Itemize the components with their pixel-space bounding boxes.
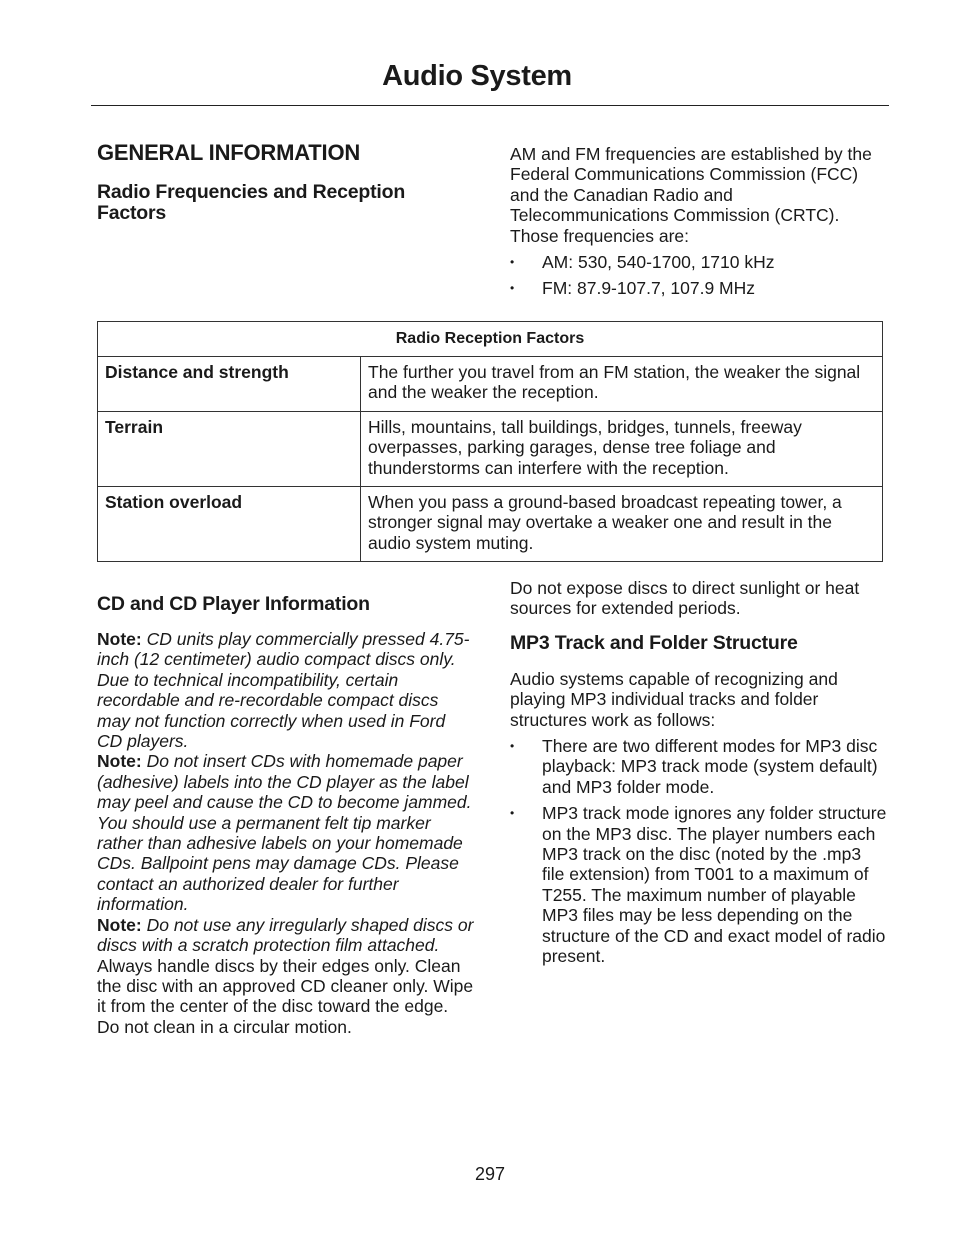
list-item: • FM: 87.9-107.7, 107.9 MHz [510,278,890,298]
mp3-intro: Audio systems capable of recognizing and playing MP3 individual tracks and folder structures work as follows: [510,668,838,730]
factor-cell: Distance and strength [98,357,361,412]
title-divider [91,105,889,106]
note-label: Note: [97,914,142,935]
note-paragraph [97,629,475,751]
list-item: • There are two different modes for MP3 disc playback: MP3 track mode (system default) and MP3 folder mode. [510,736,888,797]
cd-player-heading: CD and CD Player Information [97,593,370,615]
note-text: Do not insert CDs with homemade paper (adhesive) labels into the CD player as the label may peel and cause the CD to become jammed. You should use a permanent felt tip marker rather than adhesive labels on your homemade CDs. Ballpoint pens may damage CDs. Please contact an authorized dealer for further information. [97,751,472,915]
cd-info-right [510,578,888,967]
note-text: Do not use any irregularly shaped discs or discs with a scratch protection film attached. [97,914,474,956]
list-item: • AM: 530, 540-1700, 1710 kHz [510,252,890,272]
general-info-left [97,140,477,225]
radio-reception-factors-table [97,321,883,562]
description-cell: Hills, mountains, tall buildings, bridges, tunnels, freeway overpasses, parking garages, dense tree foliage and thunderstorms can interfere with the reception. [361,411,883,486]
page-number: 297 [474,1164,506,1184]
note-label: Note: [97,629,142,649]
sunlight-text: Do not expose discs to direct sunlight or heat sources for extended periods. [510,578,860,619]
list-item: • MP3 track mode ignores any folder structure on the MP3 disc. The player numbers each MP3 track on the disc (noted by the .mp3 file extension) from T001 to a maximum of T255. The maximum number of playable MP3 files may be less depending on the structure of the CD and exact model of radio present. [510,803,888,966]
cd-info-left [97,594,475,1037]
mp3-list [510,736,888,966]
page-title: Audio System [382,60,572,92]
general-information-heading: GENERAL INFORMATION [97,140,361,165]
description-cell: When you pass a ground-based broadcast repeating tower, a stronger signal may overtake a weaker one and result in the audio system muting. [361,487,883,562]
table-row [98,357,883,412]
radio-frequencies-heading: Radio Frequencies and Reception Factors [97,181,406,225]
frequency-list [510,252,890,299]
factor-cell: Terrain [98,411,361,486]
description-cell: The further you travel from an FM station, the weaker the signal and the weaker the reception. [361,357,883,412]
table-row [98,487,883,562]
note-paragraph [97,751,475,914]
general-info-right [510,144,890,299]
table-header: Radio Reception Factors [98,322,883,357]
table-header-row [98,322,883,357]
table-row [98,411,883,486]
mp3-structure-heading: MP3 Track and Folder Structure [510,631,798,654]
frequencies-intro: AM and FM frequencies are established by the Federal Communications Commission (FCC) and the Canadian Radio and Telecommunications Commission (CRTC). Those frequencies are: [510,144,872,246]
factor-cell: Station overload [98,487,361,562]
note-paragraph [97,915,475,956]
note-label: Note: [97,751,142,772]
disc-handling-text: Always handle discs by their edges only. Clean the disc with an approved CD cleaner only. Wipe it from the center of the disc toward the edge. Do not clean in a circular motion. [97,955,474,1037]
note-text: CD units play commercially pressed 4.75-inch (12 centimeter) audio compact discs only. Due to technical incompatibility, certain recordable and re-recordable compact discs may not function correctly when used in Ford CD players. [97,629,470,752]
